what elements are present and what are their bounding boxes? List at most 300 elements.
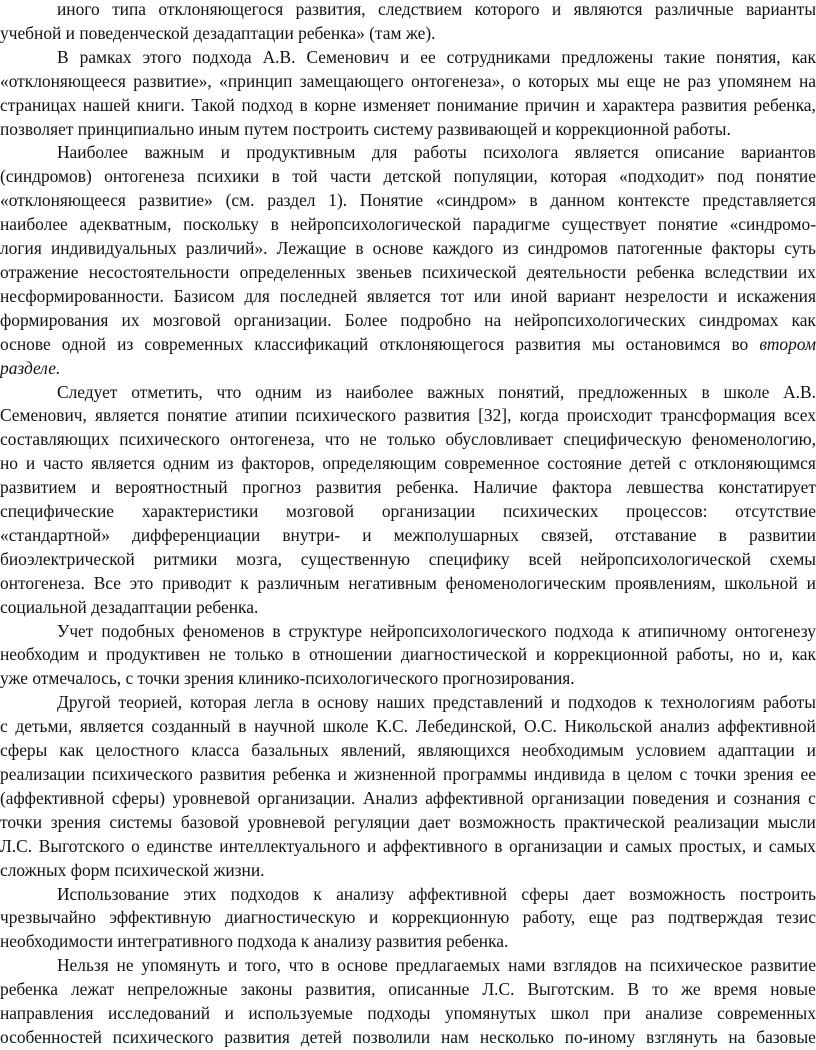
text-line [0,811,816,835]
text-line [0,46,816,70]
word: построить [739,883,816,904]
word: различий». [185,238,268,259]
word: явлений, [340,740,406,761]
word: развития [515,333,581,354]
word: Лежащие [276,238,347,259]
word: организации. [233,309,332,330]
word: понятий, [498,381,565,402]
text-line [0,165,816,189]
word: замещающего [299,70,404,91]
word: определяющим [322,453,437,474]
word: как [791,46,816,67]
word: специфические [0,501,115,522]
word: описанные [388,979,470,1000]
word: понятия, [716,46,781,67]
word: отклоняющегося [158,0,284,19]
text-line [0,620,816,644]
word: развития [681,94,747,115]
word: внутри- [282,524,341,545]
word: только [234,644,284,665]
word: развития [199,764,266,784]
word: в [494,835,503,856]
word: является [91,453,155,474]
word: существует [561,214,647,235]
word: чрезвычайно [0,907,96,928]
text-line [0,596,816,620]
word: точки [0,811,43,832]
word: факторы [711,238,776,259]
word: технологиям [660,692,756,713]
word: о [512,70,521,91]
word: представляется [702,190,816,211]
word: звеньев [356,261,412,282]
word: мысли [767,811,816,832]
word: реализации [673,811,759,832]
word: работы [413,142,467,163]
word: подходов [230,883,300,904]
word: межполушарных [393,524,519,545]
text-line [0,381,816,405]
word: нам [440,1026,469,1047]
word: базовые [756,1026,816,1047]
word: нейропсихологической [290,214,462,235]
word: (аффективной [0,787,105,808]
word: работу, [522,907,576,928]
word: основе [372,238,424,259]
word: тезис [776,907,816,928]
word: того, [245,955,281,976]
word: под [717,166,744,187]
word: в [612,764,621,784]
word: школьной [724,572,798,593]
word: мы [596,70,620,91]
word: в [292,644,301,665]
word: одной [61,333,107,354]
word: В [627,979,640,1000]
word: класса [191,740,240,761]
word: дает [582,883,615,904]
word: системы [109,811,173,832]
word: из [217,453,234,474]
text-line [0,572,816,596]
word: психической [422,261,517,282]
word: патогенные [617,238,703,259]
word: мозговой [152,309,221,330]
word: подобных [101,620,175,641]
text-line [0,476,816,500]
word: в [321,955,330,976]
word: этих [183,883,217,904]
word: раз [687,70,711,91]
word: и [716,787,727,808]
word: отражение [0,261,79,282]
word: их [797,261,816,282]
word: предложенных [577,381,688,402]
word: что [324,429,350,450]
word: не [208,644,226,665]
text-line [0,285,816,309]
word: жизненной [354,764,436,784]
word: Все [93,572,121,593]
word: с [678,453,687,474]
word: Использование [57,883,170,904]
line-text: учебной и поведенческой дезадаптации ребенка» (там же). [0,22,436,43]
word: психического [119,429,220,450]
text-line [0,978,816,1002]
word: Базисом [173,285,235,306]
word: психическое [649,955,743,976]
word: и [551,0,562,19]
text-line [0,333,816,357]
word: подход [241,94,293,115]
word: с [679,764,688,784]
text-line [0,404,816,428]
word: одним [255,381,302,402]
word: не [116,955,134,976]
word: обусловливает [445,429,554,450]
word: связей, [541,524,593,545]
word: поведения [632,787,710,808]
word: психических [502,501,599,522]
word: различным [257,572,340,593]
word: индивидуальных [50,238,177,259]
word: базальных [251,740,329,761]
word: развитие», [133,70,212,91]
word: их [121,309,140,330]
text-line [0,261,816,285]
word: развитие» [138,190,213,211]
word: условием [635,740,706,761]
word: сферы) [111,787,166,808]
word: несформированности. [0,285,164,306]
word: с [808,787,816,808]
word: это [129,572,154,593]
word: целостного [95,740,180,761]
word: процессов: [626,501,708,522]
word: индивида [534,764,605,784]
word: ее [800,764,816,784]
word: часто [42,453,84,474]
word: интеллектуального [219,835,361,856]
word: атипии [235,405,288,426]
word: «синдром» [435,190,517,211]
word: практической [564,811,666,832]
word: иного [57,0,100,19]
word: психики [197,166,260,187]
word: организации [381,501,476,522]
word: предлагаемых [395,955,501,976]
word: время [713,979,758,1000]
word: раздел [267,190,316,211]
word: Никольской [564,716,653,737]
word: аффективного [382,835,488,856]
word: наиболее [0,214,68,235]
word: анализ [659,716,710,737]
word: Семенович, [0,405,87,426]
word: как [59,740,84,761]
word: тот [440,285,464,306]
word: нейропсихологической [580,548,751,569]
word: точки [694,764,737,784]
word: но [0,453,19,474]
text-line [0,763,816,787]
word: 1). [328,190,348,211]
word: возможность [629,883,726,904]
word: является [366,285,431,306]
word: для [371,142,398,163]
word: еще [626,70,656,91]
word: и [586,94,596,115]
word: рамках [79,46,132,67]
word: организации [531,787,625,808]
word: развития [224,1026,290,1047]
text-line [0,835,816,859]
word: детей [300,1026,342,1047]
word: парадигме [472,214,551,235]
word: ребенка [0,979,58,1000]
word: и [337,764,347,784]
word: и, [769,644,783,665]
word: психолога [483,142,559,163]
word: Понятие [359,190,424,211]
word: книги. [136,94,185,115]
word: уровневой [247,811,326,832]
line-text: сложных форм психической жизни. [0,859,265,880]
word: современных [144,333,244,354]
word: взглянуть [646,1026,718,1047]
word: мозга, [236,548,282,569]
word: ребенка, [753,94,816,115]
text-line [0,500,816,524]
word: и [609,835,619,856]
word: аффективной [425,787,524,808]
word: и [399,46,410,67]
word: синдромов [527,238,608,259]
word: сознания [733,787,801,808]
word: коррекционной [553,644,668,665]
word: предложены [561,46,654,67]
text-line [0,0,816,22]
word: что [216,381,242,402]
word: дифференциации [131,524,261,545]
word: то [652,979,669,1000]
word: диагностическую [224,907,356,928]
word: существенную [300,548,410,569]
word: самых [625,835,673,856]
word: из [117,333,134,354]
word: происходит [566,405,653,426]
word: и [752,835,763,856]
word: Семенович [306,46,389,67]
word: (синдромов) [0,166,92,187]
word: описание [655,142,725,163]
word: важным [144,142,205,163]
text-line [0,141,816,165]
word: аффективной [717,716,816,737]
word: программы [443,764,527,784]
word: подхода [554,620,614,641]
word: работы [762,692,816,713]
word: наиболее [345,381,414,402]
word: ребенка [636,261,695,282]
word: адаптации [717,740,795,761]
word: к [313,883,322,904]
word: структуре [288,620,362,641]
word: мозговой [286,501,355,522]
word: иной [510,285,548,306]
word: простых, [678,835,747,856]
word: детей [629,453,671,474]
word: необходимым [521,740,624,761]
word: Учет [57,620,94,641]
word: к [240,572,249,593]
word: незрелости [625,285,709,306]
word: «синдромо- [729,214,816,235]
word: или [473,285,501,306]
word: онтогенеза [104,166,185,187]
text-line [0,930,816,954]
text-line [0,954,816,978]
word: упомянем [718,70,792,91]
word: «принцип [219,70,293,91]
word: каждого [432,238,494,259]
word: развития, [295,0,366,19]
word: непреложные [127,979,228,1000]
word: отсутствие [735,501,816,522]
word: отношении [309,644,393,665]
word: аффективной [408,883,508,904]
word: мы [592,333,615,354]
word: прогноз [242,477,302,498]
word: поскольку [183,214,259,235]
word: с [0,716,8,737]
word: характера [602,94,675,115]
word: специфику [428,548,510,569]
word: фактора [552,477,612,498]
word: важных [427,381,485,402]
word: «стандартной» [0,524,110,545]
word: ребенка. [396,477,459,498]
word: Нельзя [57,955,109,976]
text-line [0,118,816,142]
word: которых [528,70,590,91]
word: развития, [305,979,376,1000]
word: вследствии [704,261,788,282]
word: психического [295,405,397,426]
word: несколько [479,1026,554,1047]
word: Более [344,309,388,330]
word: констатирует [718,477,816,498]
word: в [301,692,310,713]
text-line [0,667,816,691]
word: понимание [436,94,519,115]
word: онтогенеза. [0,572,85,593]
text-line [0,452,816,476]
word: подходов [568,692,637,713]
word: [32], [478,405,512,426]
word: на [484,309,502,330]
word: классификаций [254,333,369,354]
word: но [742,644,761,665]
word: зрения [743,764,794,784]
word: (см. [225,190,255,211]
word: и [366,835,377,856]
word: онтогенеза, [229,429,315,450]
word: и [806,740,816,761]
word: специфическую [563,429,682,450]
word: феноменов [182,620,265,641]
word: состояние [547,453,622,474]
text-line [0,524,816,548]
text-line [0,691,816,715]
word: А.В. [783,381,816,402]
word: определенных [239,261,346,282]
word: и [91,477,101,498]
word: самых [768,835,816,856]
word: понятие [657,214,718,235]
word: ритмики [153,548,218,569]
word: нейропсихологических [514,309,686,330]
word: единстве [146,835,213,856]
word: детской [383,166,442,187]
word: теорией, [118,692,183,713]
line-text: уже отмечалось, с точки зрения клинико-психологического прогнозирования. [0,668,575,689]
word: развитие [750,955,816,976]
text-line [0,859,816,883]
word: развития [404,405,470,426]
word: на [798,70,816,91]
word: же [681,979,701,1000]
word: организации. [257,787,356,808]
text-line [0,94,816,118]
word: нашей [82,94,131,115]
word: и [224,1003,234,1024]
word: данном [550,190,605,211]
word: всей [528,548,562,569]
word: и [550,692,561,713]
word: несостоятельности [88,261,230,282]
word: является [574,142,639,163]
word: о [131,835,140,856]
word: в [271,166,280,187]
word: и [88,644,98,665]
word: и [25,453,36,474]
word: не [663,70,681,91]
word: уровневой [172,787,251,808]
word: подходы [367,1003,431,1024]
word: части [329,166,372,187]
text-line [0,189,816,213]
word: Выготского [38,835,125,856]
word: атипичному [637,620,727,641]
word: когда [519,405,559,426]
word: регуляции [333,811,410,832]
word: как [791,309,816,330]
word: деятельности [526,261,627,282]
word: Другой [57,692,111,713]
word: которая [189,692,247,713]
word: эффективную [109,907,212,928]
word: Наиболее [57,142,129,163]
word: что [288,955,314,976]
word: корне [314,94,357,115]
word: и [717,285,728,306]
word: необходим [0,644,80,665]
word: варианты [745,0,816,19]
word: развития [315,477,382,498]
word: отклоняющегося [379,333,505,354]
word: к [644,692,653,713]
